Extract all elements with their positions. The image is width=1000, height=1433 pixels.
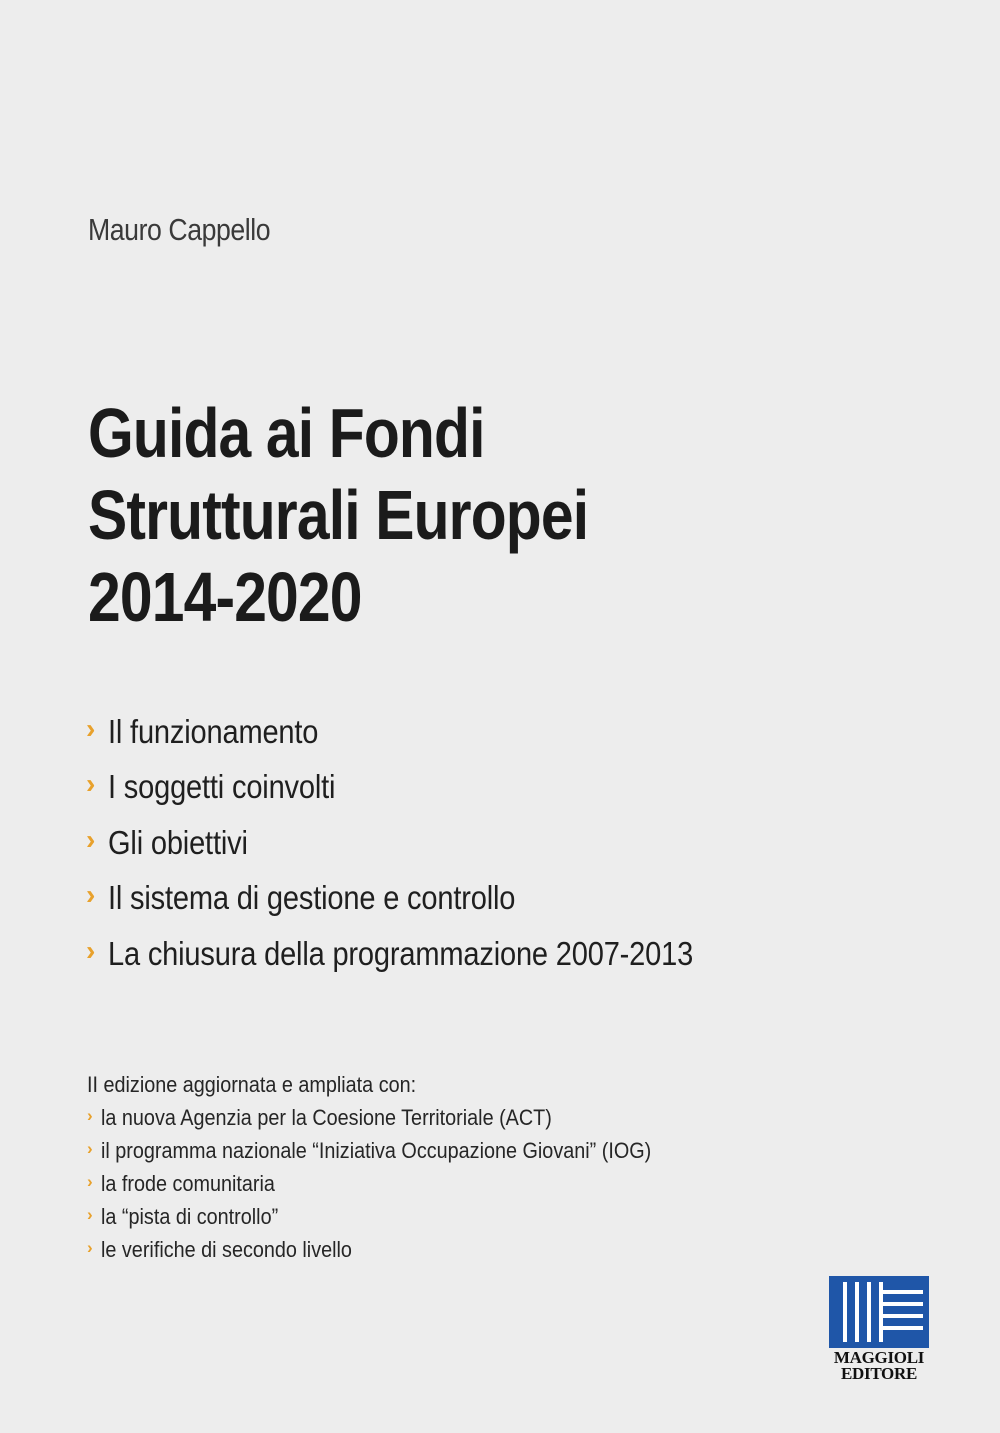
feature-item — [87, 1233, 712, 1266]
topic-item — [86, 815, 773, 871]
chevron-right-icon: › — [86, 934, 96, 966]
publisher-logo — [829, 1276, 929, 1382]
chevron-right-icon: › — [86, 823, 96, 855]
author-name: Mauro Cappello — [88, 212, 271, 247]
topic-text: Gli obiettivi — [108, 823, 248, 861]
topic-item — [86, 760, 773, 816]
feature-text: la frode comunitaria — [101, 1170, 275, 1196]
chevron-right-icon: › — [87, 1172, 93, 1191]
feature-item — [87, 1167, 712, 1200]
edition-notes — [87, 1068, 712, 1266]
title-line: 2014-2020 — [88, 558, 362, 636]
book-title — [88, 392, 588, 638]
chevron-right-icon: › — [86, 768, 96, 800]
publisher-line: MAGGIOLI — [833, 1348, 925, 1367]
edition-features-list — [87, 1101, 712, 1266]
feature-text: la “pista di controllo” — [101, 1203, 279, 1229]
title-line: Strutturali Europei — [88, 476, 589, 554]
feature-item — [87, 1101, 712, 1134]
topic-text: Il sistema di gestione e controllo — [108, 879, 516, 917]
topics-list — [86, 704, 773, 982]
feature-item — [87, 1200, 712, 1233]
feature-text: la nuova Agenzia per la Coesione Territoriale (ACT) — [101, 1104, 552, 1130]
feature-item — [87, 1134, 712, 1167]
topic-item — [86, 926, 773, 982]
topic-text: I soggetti coinvolti — [108, 768, 336, 806]
publisher-name — [829, 1350, 929, 1382]
feature-text: le verifiche di secondo livello — [101, 1236, 352, 1262]
chevron-right-icon: › — [86, 712, 96, 744]
edition-intro: II edizione aggiornata e ampliata con: — [87, 1072, 417, 1097]
topic-text: Il funzionamento — [108, 712, 319, 750]
chevron-right-icon: › — [87, 1139, 93, 1158]
topic-item — [86, 871, 773, 927]
chevron-right-icon: › — [87, 1238, 93, 1257]
feature-text: il programma nazionale “Iniziativa Occupazione Giovani” (IOG) — [101, 1137, 652, 1163]
maggioli-logo-icon — [829, 1276, 929, 1348]
topic-item — [86, 704, 773, 760]
publisher-line: EDITORE — [840, 1364, 917, 1383]
title-line: Guida ai Fondi — [88, 394, 485, 472]
chevron-right-icon: › — [86, 879, 96, 911]
topic-text: La chiusura della programmazione 2007-2013 — [108, 934, 694, 972]
chevron-right-icon: › — [87, 1106, 93, 1125]
chevron-right-icon: › — [87, 1205, 93, 1224]
